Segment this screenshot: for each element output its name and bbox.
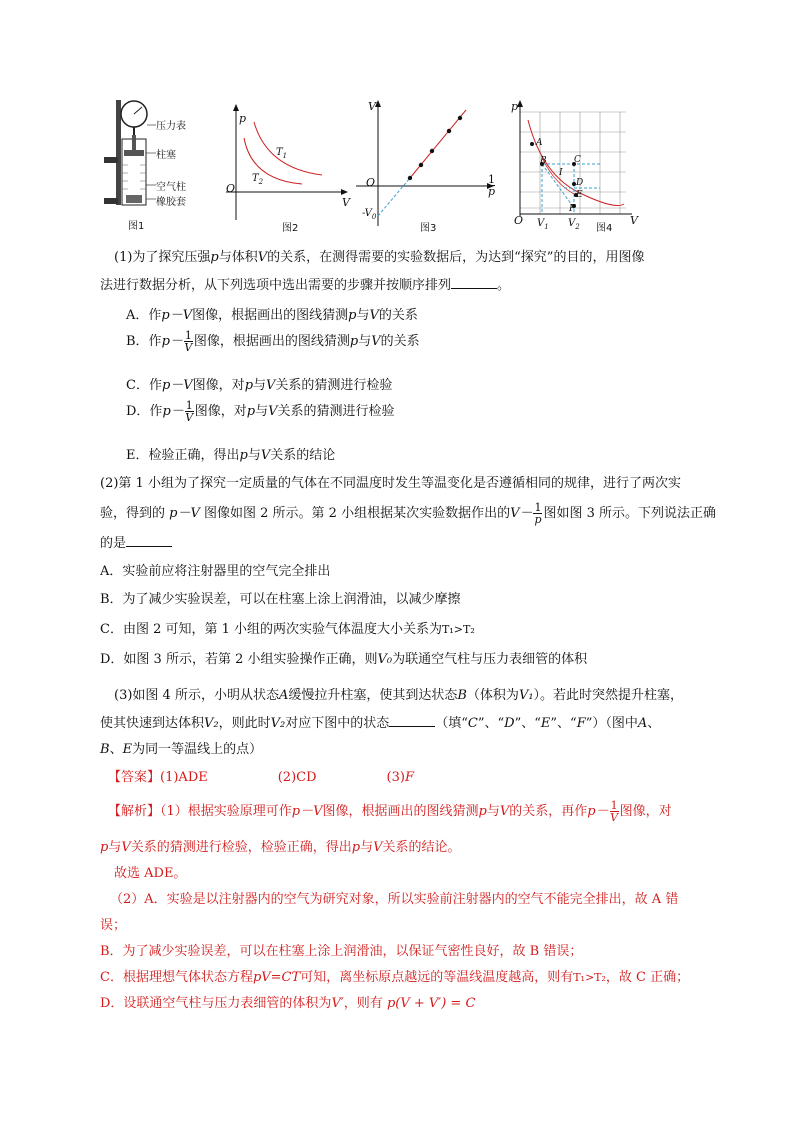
q1-option-d: D．作p－ $\frac{1}{V}$ 图像，对p与V关系的猜测进行检验 (126, 399, 395, 424)
fig2-label-t1: $T_1$ (276, 147, 288, 160)
analysis-line6: B．为了减少实验误差，可以在柱塞上涂上润滑油，以保证气密性良好，故 B 错误； (100, 944, 583, 959)
fig3-axis-inv-p: 1 p (488, 173, 496, 198)
fig4-point-d: D (576, 178, 584, 188)
label-pressure-gauge: 压力表 (156, 121, 186, 132)
fig3-origin: O (366, 176, 376, 189)
analysis-line1: 【解析】（1）根据实验原理可作p－V图像，根据画出的图线猜测p与V的关系，再作p－ $\frac{1}{V}$ 图像，对 (108, 799, 672, 824)
q3-stem-line3: B、E为同一等温线上的点） (100, 742, 263, 757)
fig4-point-a: A (536, 138, 543, 148)
q1-stem-line1: (1)为了探究压强p与体积V的关系，在测得需要的实验数据后，为达到“探究”的目的，用图像 (114, 250, 645, 265)
q1-option-a: A．作p－V图像，根据画出的图线猜测p与V的关系 (126, 308, 418, 323)
fig4-point-f: F (569, 204, 576, 214)
q2-option-a: A．实验前应将注射器里的空气完全排出 (100, 564, 331, 579)
q3-stem-line1: (3)如图 4 所示，小明从状态A缓慢拉升柱塞，使其到达状态B（体积为V₁）。若此时突然提升柱塞， (114, 688, 684, 703)
figure-1-apparatus (100, 95, 210, 215)
analysis-line2: p与V关系的猜测进行检验，检验正确，得出p与V关系的结论。 (100, 840, 461, 855)
fig4-label-v2: $V_2$ (568, 218, 580, 231)
analysis-line4: （2）A．实验是以注射器内的空气为研究对象，所以实验前注射器内的空气不能完全排出，故 A 错 (110, 892, 679, 907)
fig4-point-b: B (540, 156, 547, 166)
fig4-point-c: C (574, 155, 581, 165)
q2-stem-line1: (2)第 1 小组为了探究一定质量的气体在不同温度时发生等温变化是否遵循相同的规律，进行了两次实 (100, 476, 681, 491)
q1-stem-line2: 法进行数据分析，从下列选项中选出需要的步骤并按顺序排列 。 (100, 278, 511, 293)
label-air-column: 空气柱 (156, 182, 186, 193)
analysis-line3: 故选 ADE。 (114, 866, 187, 881)
q1-option-e: E．检验正确，得出p与V关系的结论 (126, 448, 336, 463)
answer-tag: 【答案】 (108, 770, 161, 785)
fig2-origin: O (226, 182, 236, 195)
fig3-label-v0: $-V_0$ (362, 208, 377, 221)
q3-stem-line2: 使其快速到达体积V₂，则此时V₂对应下图中的状态 （填“C”、“D”、“E”、“F”）（图中A、 (100, 716, 661, 731)
label-rubber-stopper: 橡胶套 (156, 197, 186, 208)
q1-option-c: C．作p－V图像，对p与V关系的猜测进行检验 (126, 378, 393, 393)
q2-option-b: B．为了减少实验误差，可以在柱塞上涂上润滑油，以减少摩擦 (100, 592, 461, 607)
fig2-axis-p: p (239, 112, 247, 125)
analysis-line8: D．设联通空气柱与压力表细管的体积为V′，则有 p(V + V′) = C (100, 996, 476, 1011)
fig4-label-i: I (559, 168, 563, 178)
label-plunger: 柱塞 (156, 150, 176, 161)
fig4-point-e: E (576, 190, 583, 200)
q2-stem-line2: 验，得到的 p－V 图像如图 2 所示。第 2 小组根据某次实验数据作出的V－ $\frac{1}{p}$ 图如图 3 所示。下列说法正确 (100, 501, 717, 526)
fig2-axis-v: V (342, 196, 350, 209)
fig4-axis-p: p (511, 100, 519, 113)
figure-1-caption: 图1 (128, 221, 145, 232)
fig4-label-v1: $V_1$ (537, 218, 549, 231)
q1-option-b: B．作p－ $\frac{1}{V}$ 图像，根据画出的图线猜测p与V的关系 (126, 329, 420, 354)
analysis-line5: 误； (100, 918, 127, 933)
fig3-axis-v: V (368, 100, 376, 113)
q2-option-c: C．由图 2 可知，第 1 小组的两次实验气体温度大小关系为T₁>T₂ (100, 622, 475, 637)
fig4-origin: O (514, 214, 524, 227)
figure-3-caption: 图3 (420, 223, 437, 234)
analysis-line7: C．根据理想气体状态方程pV=CT可知，离坐标原点越远的等温线温度越高，则有T₁>T₂，故 C 正确； (100, 970, 690, 985)
q2-stem-line3: 的是 (100, 532, 172, 551)
fig4-axis-v: V (630, 214, 638, 227)
figure-4-caption: 图4 (596, 223, 613, 234)
answer-line: 【答案】(1)ADE (2)CD (3)F (108, 770, 414, 785)
figure-2-caption: 图2 (282, 223, 299, 234)
fig2-label-t2: $T_2$ (252, 173, 264, 186)
q2-option-d: D．如图 3 所示，若第 2 小组实验操作正确，则V₀为联通空气柱与压力表细管的体积 (100, 652, 588, 667)
